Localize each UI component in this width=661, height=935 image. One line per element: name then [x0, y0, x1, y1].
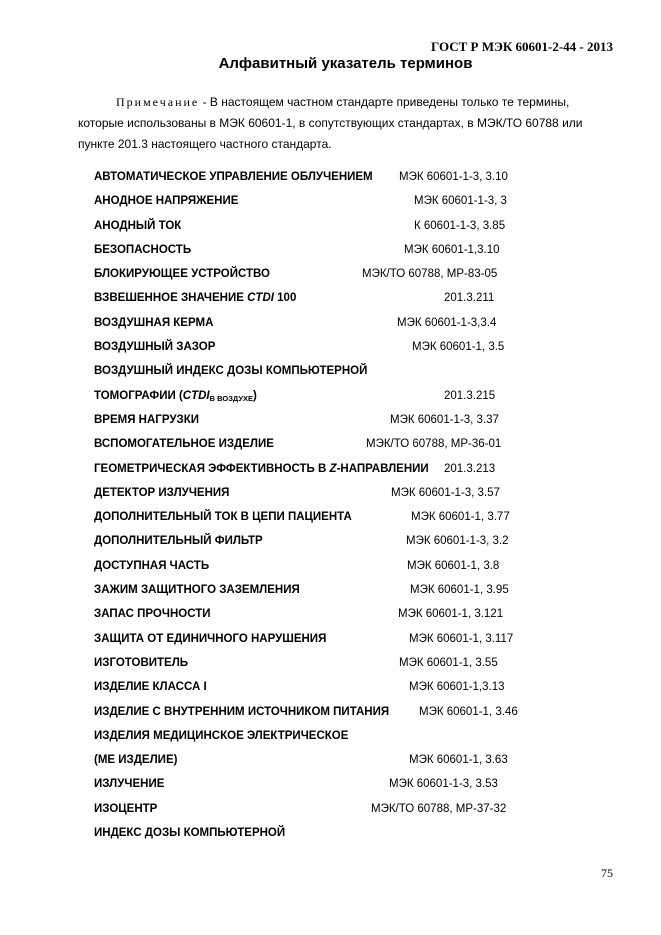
index-reference: МЭК 60601-1, 3.121	[398, 608, 504, 621]
index-entry	[94, 797, 554, 821]
index-entry	[94, 651, 554, 675]
index-term: ИНДЕКС ДОЗЫ КОМПЬЮТЕРНОЙ	[94, 827, 286, 840]
index-term: АНОДНЫЙ ТОК	[94, 219, 182, 232]
index-term: ИЗЛУЧЕНИЕ	[94, 778, 165, 791]
page-number: 75	[601, 866, 613, 880]
index-reference: МЭК 60601-1,3.10	[404, 243, 500, 256]
page-title: Алфавитный указатель терминов	[218, 55, 473, 72]
index-entry	[94, 505, 554, 529]
note-paragraph	[78, 92, 618, 155]
index-reference: МЭК 60601-1, 3.117	[409, 632, 514, 645]
index-reference: МЭК/ТО 60788, МР-36-01	[366, 438, 502, 451]
index-reference: МЭК 60601-1-3, 3.10	[399, 171, 508, 183]
note-dash: -	[199, 95, 210, 109]
index-reference: МЭК 60601-1, 3.46	[419, 705, 518, 718]
index-term: АНОДНОЕ НАПРЯЖЕНИЕ	[94, 195, 239, 208]
index-reference: 201.3.215	[444, 389, 496, 402]
index-term: ДЕТЕКТОР ИЗЛУЧЕНИЯ	[94, 486, 230, 499]
index-term-part: В ВОЗДУХЕ	[209, 393, 253, 403]
index-entry	[94, 602, 554, 626]
index-term	[94, 384, 257, 408]
index-entry	[94, 772, 554, 796]
index-term-part: 100	[273, 292, 297, 305]
document-id: ГОСТ Р МЭК 60601-2-44 - 2013	[431, 39, 613, 54]
index-entry	[94, 675, 554, 699]
index-entry	[94, 748, 554, 772]
note-text: В настоящем частном стандарте приведены только те термины, которые использованы в МЭК 60601-1, в сопутствующих стандартах, в МЭК/ТО 60788 или пункте 201.3 настоящего частного стандарта.	[78, 95, 583, 151]
term-index-list	[94, 165, 554, 845]
index-entry	[94, 165, 554, 189]
index-term-part: ТОМОГРАФИИ (	[94, 389, 183, 402]
index-reference: МЭК 60601-1, 3.95	[410, 584, 509, 597]
index-term: ИЗГОТОВИТЕЛЬ	[94, 656, 189, 669]
index-entry	[94, 529, 554, 553]
index-reference: МЭК 60601-1-3, 3.37	[390, 413, 499, 426]
index-entry	[94, 311, 554, 335]
index-term: БЕЗОПАСНОСТЬ	[94, 243, 192, 256]
index-reference: МЭК/ТО 60788, МР-37-32	[371, 802, 507, 815]
index-entry	[94, 627, 554, 651]
index-reference: МЭК 60601-1-3, 3.2	[406, 535, 509, 548]
index-reference: МЭК 60601-1-3, 3	[414, 195, 507, 208]
index-term: ИЗДЕЛИЕ С ВНУТРЕННИМ ИСТОЧНИКОМ ПИТАНИЯ	[94, 705, 390, 718]
index-entry	[94, 578, 554, 602]
index-term: ВОЗДУШНАЯ КЕРМА	[94, 316, 214, 329]
index-term: ЗАЖИМ ЗАЩИТНОГО ЗАЗЕМЛЕНИЯ	[94, 584, 300, 597]
index-entry	[94, 457, 554, 481]
index-reference: МЭК 60601-1,3.13	[409, 681, 505, 694]
index-term-part: -НАПРАВЛЕНИИ	[336, 462, 429, 475]
index-term-part: )	[253, 389, 257, 402]
index-reference: 201.3.213	[444, 462, 496, 475]
index-entry	[94, 700, 554, 724]
index-term: ИЗОЦЕНТР	[94, 802, 158, 815]
index-entry	[94, 432, 554, 456]
index-term: ДОСТУПНАЯ ЧАСТЬ	[94, 559, 210, 572]
index-reference: МЭК/ТО 60788, МР-83-05	[362, 268, 498, 281]
index-entry	[94, 554, 554, 578]
index-reference: МЭК 60601-1, 3.55	[399, 656, 498, 669]
index-term-part: ГЕОМЕТРИЧЕСКАЯ ЭФФЕКТИВНОСТЬ В	[94, 462, 330, 475]
index-term: ДОПОЛНИТЕЛЬНЫЙ ФИЛЬТР	[94, 535, 263, 548]
index-term: АВТОМАТИЧЕСКОЕ УПРАВЛЕНИЕ ОБЛУЧЕНИЕМ	[94, 171, 373, 183]
index-reference: МЭК 60601-1-3, 3.53	[389, 778, 498, 791]
index-term: ВОЗДУШНЫЙ ЗАЗОР	[94, 341, 216, 354]
index-term: ВРЕМЯ НАГРУЗКИ	[94, 413, 199, 426]
index-term: ЗАПАС ПРОЧНОСТИ	[94, 608, 211, 621]
index-term-part: ВЗВЕШЕННОЕ ЗНАЧЕНИЕ	[94, 292, 248, 305]
index-term	[94, 457, 429, 481]
index-term: ЗАЩИТА ОТ ЕДИНИЧНОГО НАРУШЕНИЯ	[94, 632, 327, 645]
index-term-part: Z	[329, 462, 337, 475]
index-reference: 201.3.211	[444, 292, 495, 305]
index-entry	[94, 189, 554, 213]
index-reference: МЭК 60601-1, 3.63	[409, 754, 508, 767]
index-entry	[94, 481, 554, 505]
index-term-part: CTDI	[182, 389, 210, 402]
index-term: БЛОКИРУЮЩЕЕ УСТРОЙСТВО	[94, 268, 270, 281]
index-reference: МЭК 60601-1, 3.77	[411, 511, 510, 524]
index-entry	[94, 724, 554, 748]
index-entry	[94, 286, 554, 310]
index-term-part: CTDI	[247, 292, 274, 305]
index-term: ДОПОЛНИТЕЛЬНЫЙ ТОК В ЦЕПИ ПАЦИЕНТА	[94, 511, 352, 524]
index-term: (МЕ ИЗДЕЛИЕ)	[94, 754, 178, 767]
index-entry	[94, 214, 554, 238]
index-entry	[94, 238, 554, 262]
index-term: ИЗДЕЛИЯ МЕДИЦИНСКОЕ ЭЛЕКТРИЧЕСКОЕ	[94, 729, 349, 742]
index-reference: МЭК 60601-1-3, 3.57	[391, 486, 500, 499]
index-entry	[94, 359, 554, 383]
index-term: ВОЗДУШНЫЙ ИНДЕКС ДОЗЫ КОМПЬЮТЕРНОЙ	[94, 365, 368, 378]
index-entry	[94, 262, 554, 286]
index-reference: МЭК 60601-1, 3.8	[407, 559, 500, 572]
index-term	[94, 286, 296, 310]
index-reference: МЭК 60601-1, 3.5	[412, 341, 505, 354]
index-reference: К 60601-1-3, 3.85	[414, 219, 506, 232]
index-entry	[94, 821, 554, 845]
index-term: ВСПОМОГАТЕЛЬНОЕ ИЗДЕЛИЕ	[94, 438, 274, 451]
index-term: ИЗДЕЛИЕ КЛАССА I	[94, 681, 207, 694]
index-reference: МЭК 60601-1-3,3.4	[397, 316, 497, 329]
index-entry	[94, 408, 554, 432]
index-entry	[94, 335, 554, 359]
index-entry	[94, 384, 554, 408]
note-label: Примечание	[116, 95, 200, 109]
